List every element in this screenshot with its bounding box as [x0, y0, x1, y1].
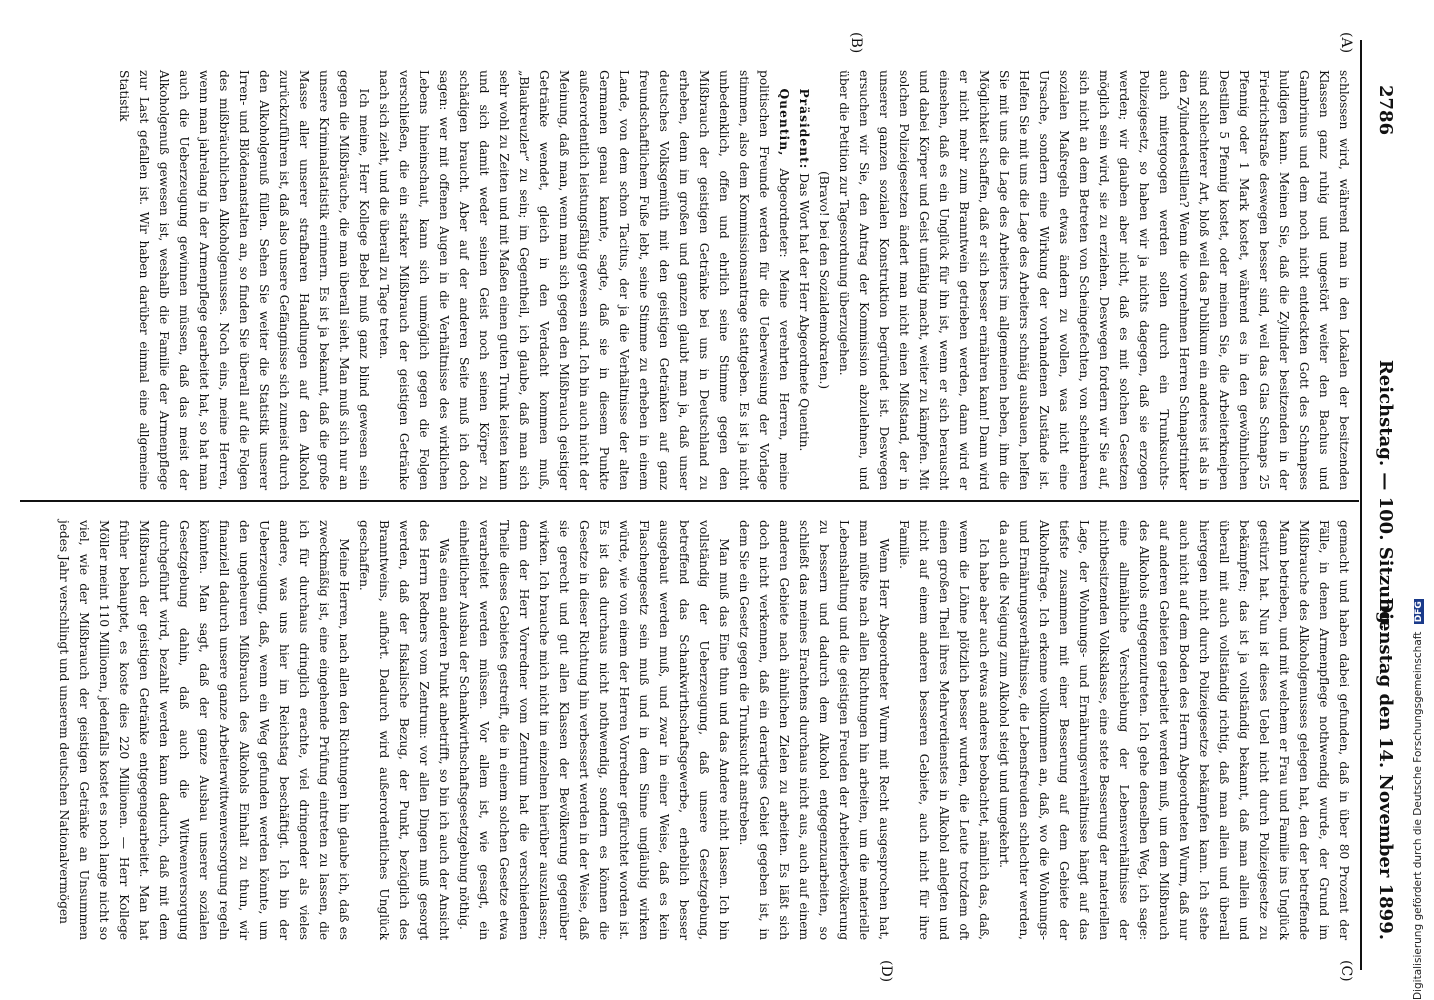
margin-marker-b: (B) [848, 32, 864, 54]
paragraph [354, 520, 454, 940]
speaker-name: Quentin, [777, 88, 792, 157]
page-number: 2786 [1375, 85, 1396, 136]
paragraph [994, 520, 1354, 940]
paragraph-text: (Bravo! bei den Sozialdemokraten.) [817, 170, 831, 390]
paragraph-text: gemacht und haben dabei gefunden, daß in über 80 Prozent der Fälle, in denen Armenpflege nothwendig wurde, der Grund im Mißbrauche des Alkoholgenusses gelegen hat, den der betreffende Mann betrieben, und mit welchem er Frau und Familie ins Unglück gestürzt hat. Nun ist dieses Uebel nicht durch Polizeigesetze zu bekämpfen; das ist ja vollständig bekannt, daß man allein und überall mit auch vollständig richtig, daß man allein und überall hiergegen nicht durch Polizeigesetze bekämpfen kann. Ich stehe auch nicht auf dem Boden des Herrn Abgeordneten Wurm, daß nur auf anderen Gebieten gearbeitet werden muß, um dem Mißbrauch des Alkohols entgegenzutreten. Ich gehe denselben Weg, ich sage: eine allmähliche Verschiebung der Lebensverhältnisse der nichtbesitzenden Volksklasse, eine stete Besserung der materiellen Lage, der Wohnungs- und Ernährungsverhältnisse hängt auf das tiefste zusammen mit einer Besserung auf dem Gebiete der Alkoholfrage. Ich erkenne vollkommen an, daß, wo die Wohnungs- und Ernährungsverhältnisse, die Lebensfreuden schlechter werden, da auch die Neigung zum Alkohol steigt und umgekehrt. [997, 520, 1351, 940]
speech-paragraph [374, 70, 794, 490]
paragraph-text: Ich meine, Herr Kollege Bebel muß ganz blind gewesen sein gegen die Mißbräuche, die man überall sieht. Man muß sich nur an unsere Kriminalstatistik erinnern. Es ist ja bekannt, daß die große Masse aller unserer strafbaren Handlungen auf den Alkohol zurückzuführen ist, daß also unsere Gefängnisse sich zumeist durch den Alkoholgenuß füllen. Sehen Sie weiter die Statistik unserer Irren- und Blödenanstalten an, so finden Sie überall auf die Folgen des mißbräuchlichen Alkoholgenusses. Noch eins, meine Herren, wenn man jahrelang in der Armenpflege gearbeitet hat, so hat man auch die Ueberzeugung gewinnen müssen, daß das meist der Alkoholgenuß gewesen ist, weshalb die Familie der Armenpflege zur Last gefallen ist. Wir haben darüber einmal eine allgemeine Statistik [117, 70, 371, 490]
header-rule [1360, 40, 1362, 970]
credit-text: Digitalisierung gefördert durch die Deutsche Forschungsgemeinschaft [1412, 631, 1424, 1000]
speaker-name: Präsident: [797, 88, 812, 170]
page-header [1366, 30, 1396, 960]
stage-direction [814, 70, 834, 490]
paragraph-text: Was einen anderen Punkt anbetrifft, so bin ich auch der Ansicht des Herrn Redners vom Zentrum: vor allen Dingen muß gesorgt werden, daß der fiskalische Bezug, der Punkt, bezüglich des Branntweins, aufhört. Dadurch wird außerordentliches Unglück geschaffen. [357, 520, 451, 940]
paragraph-text: schlossen wird, während man in den Lokalen der besitzenden Klassen ganz ruhig und ungestört weiter den Bachus und Gambrinus und dem noch nicht entdeckten Gott des Schnapses huldigen kann. Meinen Sie, daß die Zylinder besitzenden in der Friedrichstraße deswegen besser sind, weil das Glas Schnaps 25 Pfennig oder 1 Mark kostet, während es in den gewöhnlichen Destillen 5 Pfennig kostet, oder meinen Sie, die Arbeiterkneipen sind schlechterer Art, bloß weil das Publikum ein anderes ist als in den Zylinderdestillen? Wenn die vornehmen Herren Schnapstrinker auch mitergoogen werden sollen durch ein Trunksuchts-Polizeigesetz, so haben wir ja nichts dagegen, daß sie erzogen werden; wir glauben aber nicht, daß es mit solchen Gesetzen möglich sein wird, sie zu erziehen. Deswegen fordern wir Sie auf, sich nicht an dem Betreten von Scheingefechten, von scheinbaren sozialen Maßregeln etwas ändern zu wollen, was nicht eine Ursache, sondern eine Wirkung der vorhandenen Zustände ist. Helfen Sie mit uns die Lage des Arbeiters schnäig ausbauen, helfen Sie mit uns die Lage des Arbeiters im allgemeinen heben, ihm die Möglichkeit schaffen, daß er sich besser ernähren kann! Dann wird er nicht mehr zum Branntwein getrieben werden, dann wird er einsehen, daß es ein Unglück für ihn ist, wenn er sich berauscht und dabei Körper und Geist unfähig macht, weiter zu kämpfen. Mit solchen Polizeigesetzen ändert man nicht einen Mißstand, der in unserer ganzen sozialen Konstruktion begründet ist. Deswegen ersuchen wir Sie, den Antrag der Kommission abzulehnen, und über die Petition zur Tagesordnung überzugehen. [837, 70, 1351, 490]
header-title: Reichstag. — 100. Sitzung. [1375, 359, 1396, 631]
paragraph-text: Ich habe aber auch etwas anderes beobachtet, nämlich das, daß, wenn die Löhne plötzlich besser wurden, die Leute trotzdem oft einen großen Theil ihres Mehrverdienstes in Alkohol anlegten und nicht auf einem anderen besseren Gebiete, auch nicht für ihre Familie. [897, 520, 991, 940]
margin-marker-d: (D) [878, 960, 894, 983]
paragraph-text: Meine Herren, nach allen den Richtungen hin glaube ich, daß es zweckmäßig ist, eine eingehende Prüfung eintreten zu lassen, die ich für durchaus dringlich erachte, viel dringender als vieles andere, was uns hier im Reichstag beschäftigt. Ich bin der Ueberzeugung, daß, wenn ein Weg gefunden werden könnte, um den ungeheuren Mißbrauch des Alkohols Einhalt zu thun, wir finanziell dadurch unsere ganze Arbeiterwittwenversorgung regeln könnten. Man sagt, daß der ganze Ausbau unserer sozialen Gesetzgebung dahin, daß auch die Wittwenversorgung durchgeführt wird, bezahlt werden kann dadurch, daß mit dem Mißbrauch der geistigen Getränke entgegengearbeitet. Man hat früher behauptet, es koste dies 220 Millionen. — Herr Kollege Möller meint 110 Millionen, jedenfalls kostet es noch lange nicht so viel, wie der Mißbrauch der geistigen Getränke an Unsummen jedes Jahr verschlingt und unserem deutschen Nationalvermögen [57, 520, 351, 940]
margin-marker-a: (A) [1338, 32, 1354, 54]
right-column [54, 520, 1354, 940]
paragraph-text: Abgeordneter: Meine verehrten Herren, meine politischen Freunde werden für die Ueberweisung der Vorlage stimmen, also dem Kommissionsantrage stattgeben. Es ist ja nicht unbedenklich, offen und ehrlich seine Stimme gegen den Mißbrauch der geistigen Getränke bei uns in Deutschland zu erheben, denn im großen und ganzen glaubt man ja, daß unser deutsches Volksgemüth mit den geistigen Getränken auf ganz freundschaftlichem Fuße lebt, seine Stimme zu erheben in einem Lande, von dem schon Tacitus, der ja die Verhältnisse der alten Germanen genau kannte, sagte, daß sie in diesem Punkte außerordentlich leistungsfähig gewesen sind. Ich bin auch nicht der Meinung, daß man, wenn man sich gegen den Mißbrauch geistiger Getränke wendet, gleich in den Verdacht kommen muß, „Blaukreuzler“ zu sein; im Gegentheil, ich glaube, daß man sich sehr wohl zu Zeiten und mit Maßen einen guten Trunk leisten kann und sich damit weder seinen Geist noch seinen Körper zu schädigen braucht. Aber auf der anderen Seite muß ich doch sagen: wer mit offenen Augen in die Verhältnisse des wirklichen Lebens hineinschaut, kann sich unmöglich gegen die Folgen verschließen, die ein starker Mißbrauch der geistigen Getränke nach sich zieht, und die überall zu Tage treten. [377, 70, 791, 491]
margin-marker-c: (C) [1338, 960, 1354, 982]
left-column [114, 70, 1354, 490]
paragraph [114, 70, 374, 490]
dfg-logo: DFG [1414, 601, 1424, 623]
paragraph-text: Man muß das Eine thun und das Andere nicht lassen. Ich bin vollständig der Ueberzeugung, daß unsere Gesetzgebung, betreffend das Schankwirthschaftsgewerbe, erheblich besser ausgebaut werden muß, und zwar in einer Weise, daß es kein Flaschengesetz sein muß und in dem Sinne ungläubig wirken würde, wie von einem der Herren Vorredner gefürchtet worden ist. Es ist das durchaus nicht nothwendig, sondern es können die Gesetze in dieser Richtung hin verbessert werden in der Weise, daß sie gerecht und gut allen Klassen der Bevölkerung gegenüber wirken. Ich brauche mich nicht im einzelnen hierüber auszulassen; denn der Herr Vorredner vom Zentrum hat die verschiedenen Theile dieses Gebietes gestreift, die in einem solchen Gesetze etwa verarbeitet werden müssen. Vor allem ist, wie gesagt, ein einheitlicher Ausbau der Schankwirthschaftsgesetzgebung nöthig. [457, 520, 731, 940]
paragraph [834, 70, 1354, 490]
header-date: Dienstag den 14. November 1899. [1375, 597, 1396, 940]
digitization-credit [1412, 0, 1428, 1000]
column-divider [20, 500, 1359, 502]
speech-paragraph [794, 70, 814, 490]
paragraph-text: Das Wort hat der Herr Abgeordnete Quentin. [797, 173, 811, 452]
paragraph [894, 520, 994, 940]
paragraph [454, 520, 734, 940]
paragraph [54, 520, 354, 940]
paragraph-text: Wenn Herr Abgeordneter Wurm mit Recht ausgesprochen hat, man müßte nach allen Richtungen hin arbeiten, um die materielle Lebenshaltung und die geistigen Freuden der Arbeiterbevölkerung zu bessern und dadurch dem Alkohol entgegenzuarbeiten, so schließt das meines Erachtens durchaus nicht aus, auch auf einem anderen Gebiete nach ähnlichen Zielen zu arbeiten. Es läßt sich doch nicht verkennen, daß ein derartiges Gebiet gegeben ist, in dem Sie ein Gesetz gegen die Trunksucht anstreben. [737, 520, 891, 940]
paragraph [734, 520, 894, 940]
